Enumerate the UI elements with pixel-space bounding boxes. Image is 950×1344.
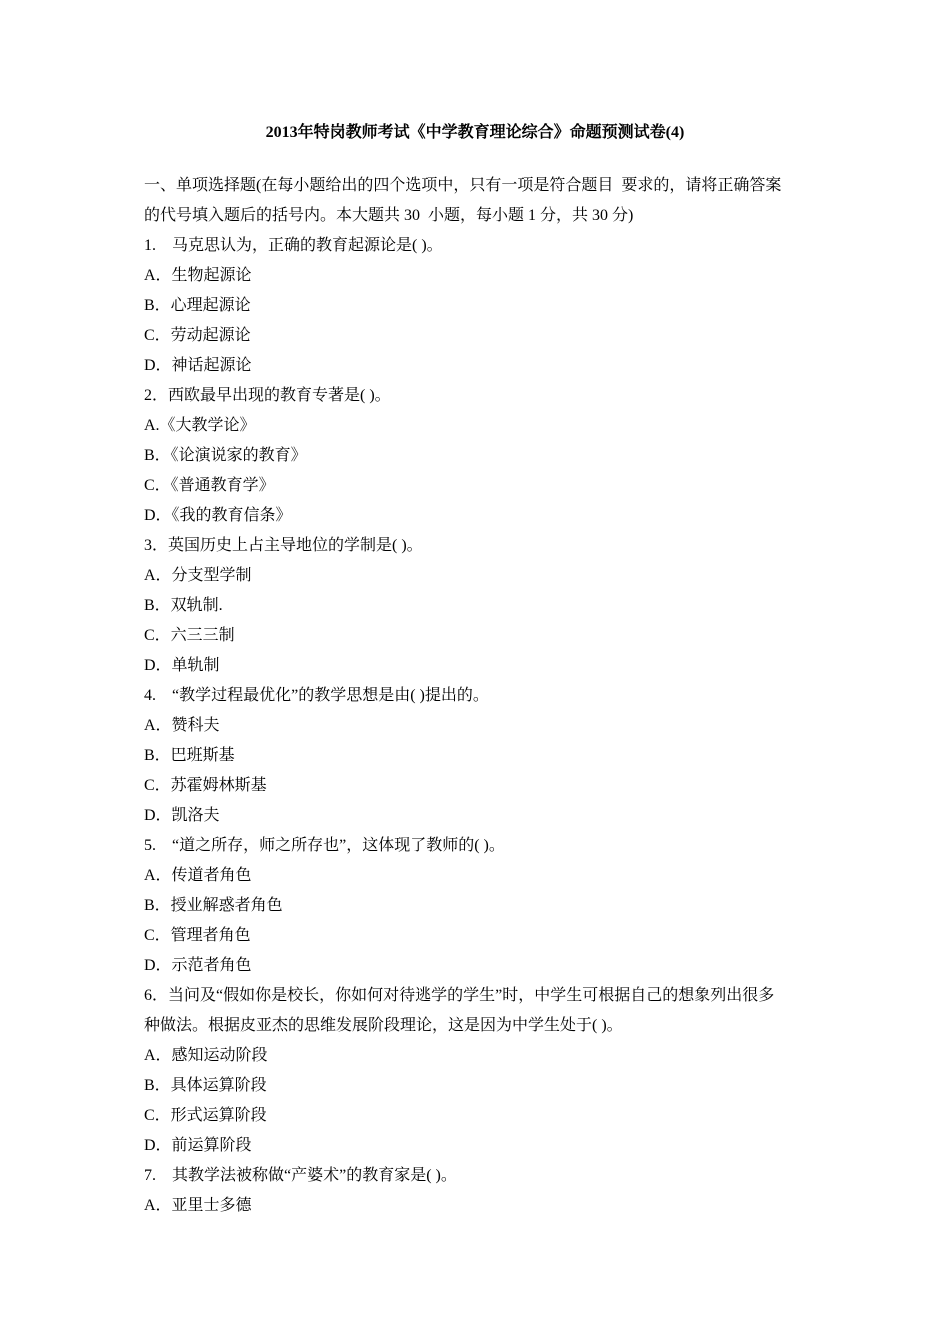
option-d: D．前运算阶段	[144, 1137, 252, 1154]
option-a: A．分支型学制	[144, 567, 252, 584]
option-a: A．亚里士多德	[144, 1197, 252, 1214]
option-a: A．赞科夫	[144, 717, 220, 734]
option-c: C．苏霍姆林斯基	[144, 777, 267, 794]
option-b: B．心理起源论	[144, 297, 251, 314]
option-c: C．管理者角色	[144, 927, 251, 944]
question-2	[144, 381, 809, 531]
question-stem: 1. 马克思认为，正确的教育起源论是( )。	[144, 237, 443, 254]
question-7	[144, 1161, 809, 1221]
question-stem: 3．英国历史上占主导地位的学制是( )。	[144, 537, 423, 554]
document-title: 2013年特岗教师考试《中学教育理论综合》命题预测试卷(4)	[265, 124, 685, 141]
question-6	[144, 981, 809, 1161]
option-b: B．具体运算阶段	[144, 1077, 267, 1094]
question-stem: 2．西欧最早出现的教育专著是( )。	[144, 387, 391, 404]
section-intro-line-2: 的代号填入题后的括号内。本大题共 30 小题，每小题 1 分，共 30 分)	[144, 207, 634, 224]
section-intro-line-1: 一、单项选择题(在每小题给出的四个选项中，只有一项是符合题目 要求的，请将正确答案	[144, 177, 782, 194]
question-1	[144, 231, 809, 381]
option-c: C．形式运算阶段	[144, 1107, 267, 1124]
option-d: D．神话起源论	[144, 357, 252, 374]
option-d: D．凯洛夫	[144, 807, 220, 824]
option-c: C．《普通教育学》	[144, 477, 275, 494]
option-b: B．巴班斯基	[144, 747, 235, 764]
option-d: D．《我的教育信条》	[144, 507, 292, 524]
option-a: A．感知运动阶段	[144, 1047, 268, 1064]
question-stem: 4. “教学过程最优化”的教学思想是由( )提出的。	[144, 687, 489, 704]
option-b: B．双轨制.	[144, 597, 223, 614]
document-body	[144, 171, 809, 1221]
question-3	[144, 531, 809, 681]
option-c: C．劳动起源论	[144, 327, 251, 344]
question-stem: 5. “道之所存，师之所存也”，这体现了教师的( )。	[144, 837, 505, 854]
question-stem-line-1: 6．当问及“假如你是校长，你如何对待逃学的学生”时，中学生可根据自己的想象列出很多	[144, 987, 775, 1004]
option-d: D．示范者角色	[144, 957, 252, 974]
question-5	[144, 831, 809, 981]
question-stem: 7. 其教学法被称做“产婆术”的教育家是( )。	[144, 1167, 457, 1184]
question-stem-line-2: 种做法。根据皮亚杰的思维发展阶段理论，这是因为中学生处于( )。	[144, 1017, 623, 1034]
option-a: A.《大教学论》	[144, 417, 256, 434]
option-d: D．单轨制	[144, 657, 220, 674]
option-c: C．六三三制	[144, 627, 235, 644]
option-b: B．授业解惑者角色	[144, 897, 283, 914]
question-4	[144, 681, 809, 831]
option-b: B．《论演说家的教育》	[144, 447, 307, 464]
option-a: A．传道者角色	[144, 867, 252, 884]
option-a: A．生物起源论	[144, 267, 252, 284]
